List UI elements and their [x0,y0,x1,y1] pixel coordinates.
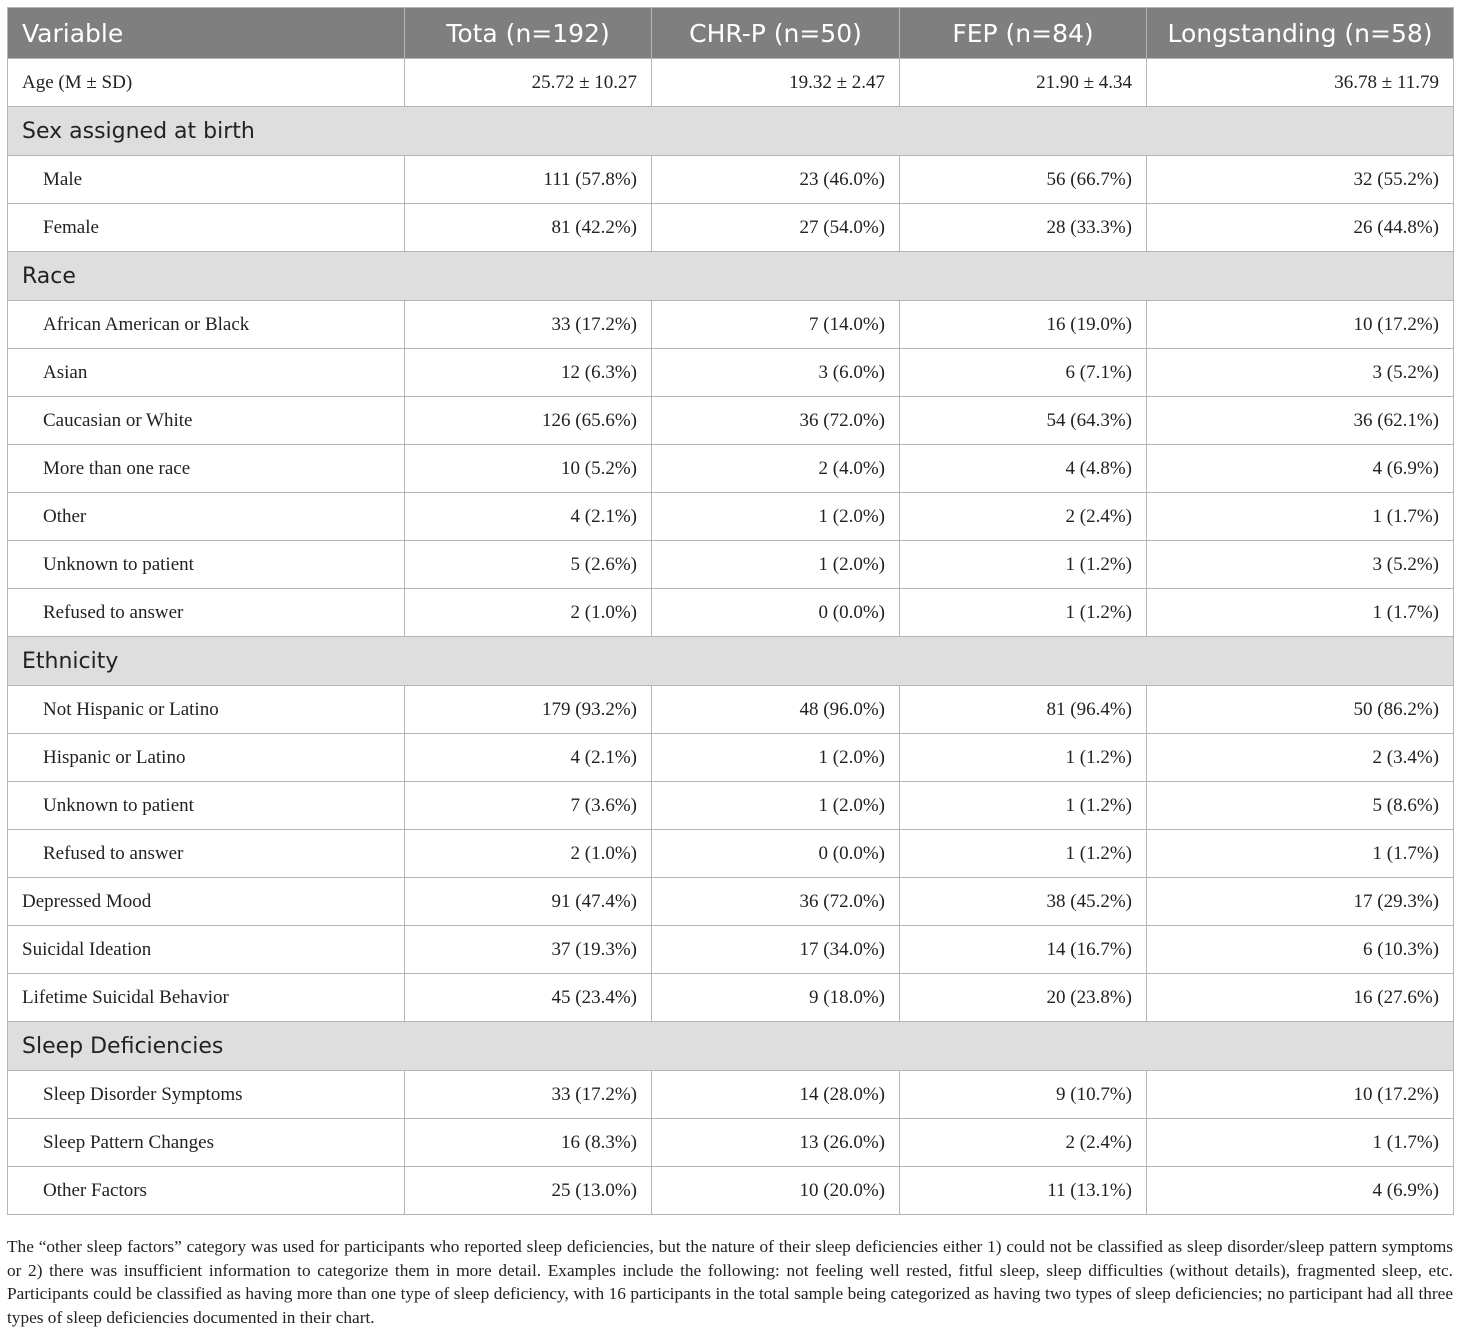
cell-total: 33 (17.2%) [405,1071,652,1119]
cell-longstanding: 16 (27.6%) [1147,974,1454,1022]
cell-longstanding: 3 (5.2%) [1147,541,1454,589]
cell-fep: 1 (1.2%) [900,541,1147,589]
row-label: Not Hispanic or Latino [8,686,405,734]
cell-chr-p: 1 (2.0%) [652,782,900,830]
table-row [8,1071,1454,1119]
table-row [8,397,1454,445]
cell-fep: 20 (23.8%) [900,974,1147,1022]
cell-longstanding: 10 (17.2%) [1147,1071,1454,1119]
demographics-table-container [7,7,1453,1215]
row-label: Hispanic or Latino [8,734,405,782]
header-fep: FEP (n=84) [900,8,1147,59]
cell-chr-p: 10 (20.0%) [652,1167,900,1215]
row-label: Other [8,493,405,541]
cell-longstanding: 1 (1.7%) [1147,589,1454,637]
section-header-row [8,107,1454,156]
row-label: Age (M ± SD) [8,59,405,107]
table-row [8,493,1454,541]
row-label: African American or Black [8,301,405,349]
cell-longstanding: 1 (1.7%) [1147,493,1454,541]
cell-longstanding: 50 (86.2%) [1147,686,1454,734]
cell-longstanding: 10 (17.2%) [1147,301,1454,349]
cell-longstanding: 4 (6.9%) [1147,1167,1454,1215]
cell-fep: 11 (13.1%) [900,1167,1147,1215]
row-label: Refused to answer [8,830,405,878]
row-label: Unknown to patient [8,541,405,589]
cell-total: 7 (3.6%) [405,782,652,830]
cell-total: 4 (2.1%) [405,734,652,782]
table-row [8,59,1454,107]
cell-total: 4 (2.1%) [405,493,652,541]
header-longstanding: Longstanding (n=58) [1147,8,1454,59]
table-row [8,349,1454,397]
cell-fep: 28 (33.3%) [900,204,1147,252]
table-row [8,878,1454,926]
table-header-row [8,8,1454,59]
header-total: Tota (n=192) [405,8,652,59]
section-header-row [8,1022,1454,1071]
cell-chr-p: 1 (2.0%) [652,734,900,782]
table-row [8,589,1454,637]
cell-fep: 2 (2.4%) [900,1119,1147,1167]
cell-total: 111 (57.8%) [405,156,652,204]
cell-fep: 6 (7.1%) [900,349,1147,397]
row-label: Male [8,156,405,204]
cell-longstanding: 36.78 ± 11.79 [1147,59,1454,107]
cell-fep: 9 (10.7%) [900,1071,1147,1119]
table-row [8,301,1454,349]
cell-longstanding: 2 (3.4%) [1147,734,1454,782]
row-label: Female [8,204,405,252]
cell-total: 5 (2.6%) [405,541,652,589]
table-footnote: The “other sleep factors” category was used for participants who reported sleep deficiencies, but the nature of their sleep deficiencies either 1) could not be classified as sleep disorder/sleep pattern symptoms or 2) there was insufficient information to categorize them in more detail. Examples include the following: not feeling well rested, fitful sleep, sleep difficulties (without details), fragmented sleep, etc. Participants could be classified as having more than one type of sleep deficiency, with 16 participants in the total sample being categorized as having two types of sleep deficiencies; no participant had all three types of sleep deficiencies documented in their chart. [7,1237,1453,1327]
cell-longstanding: 1 (1.7%) [1147,1119,1454,1167]
cell-total: 16 (8.3%) [405,1119,652,1167]
row-label: Other Factors [8,1167,405,1215]
table-row [8,445,1454,493]
cell-chr-p: 36 (72.0%) [652,878,900,926]
table-body [8,59,1454,1215]
cell-chr-p: 48 (96.0%) [652,686,900,734]
cell-chr-p: 17 (34.0%) [652,926,900,974]
cell-chr-p: 0 (0.0%) [652,589,900,637]
section-label: Sex assigned at birth [8,107,1454,156]
cell-fep: 16 (19.0%) [900,301,1147,349]
cell-total: 2 (1.0%) [405,830,652,878]
cell-total: 12 (6.3%) [405,349,652,397]
row-label: Asian [8,349,405,397]
cell-fep: 1 (1.2%) [900,782,1147,830]
cell-total: 10 (5.2%) [405,445,652,493]
table-row [8,782,1454,830]
table-row [8,830,1454,878]
cell-longstanding: 17 (29.3%) [1147,878,1454,926]
cell-longstanding: 1 (1.7%) [1147,830,1454,878]
cell-chr-p: 27 (54.0%) [652,204,900,252]
cell-chr-p: 1 (2.0%) [652,541,900,589]
table-row [8,926,1454,974]
header-variable: Variable [8,8,405,59]
table-row [8,734,1454,782]
table-row [8,204,1454,252]
cell-longstanding: 36 (62.1%) [1147,397,1454,445]
section-header-row [8,252,1454,301]
cell-total: 37 (19.3%) [405,926,652,974]
cell-fep: 38 (45.2%) [900,878,1147,926]
cell-longstanding: 32 (55.2%) [1147,156,1454,204]
section-label: Race [8,252,1454,301]
cell-chr-p: 23 (46.0%) [652,156,900,204]
cell-fep: 14 (16.7%) [900,926,1147,974]
row-label: Caucasian or White [8,397,405,445]
table-row [8,974,1454,1022]
cell-longstanding: 5 (8.6%) [1147,782,1454,830]
section-header-row [8,637,1454,686]
cell-total: 25 (13.0%) [405,1167,652,1215]
row-label: Sleep Pattern Changes [8,1119,405,1167]
cell-chr-p: 1 (2.0%) [652,493,900,541]
cell-total: 25.72 ± 10.27 [405,59,652,107]
table-row [8,686,1454,734]
cell-chr-p: 0 (0.0%) [652,830,900,878]
cell-fep: 2 (2.4%) [900,493,1147,541]
cell-total: 91 (47.4%) [405,878,652,926]
row-label: Depressed Mood [8,878,405,926]
cell-total: 179 (93.2%) [405,686,652,734]
row-label: Refused to answer [8,589,405,637]
table-row [8,1119,1454,1167]
section-label: Sleep Deficiencies [8,1022,1454,1071]
section-label: Ethnicity [8,637,1454,686]
cell-fep: 81 (96.4%) [900,686,1147,734]
cell-fep: 1 (1.2%) [900,734,1147,782]
cell-chr-p: 13 (26.0%) [652,1119,900,1167]
cell-longstanding: 4 (6.9%) [1147,445,1454,493]
cell-chr-p: 2 (4.0%) [652,445,900,493]
cell-total: 81 (42.2%) [405,204,652,252]
cell-chr-p: 14 (28.0%) [652,1071,900,1119]
cell-chr-p: 3 (6.0%) [652,349,900,397]
row-label: Unknown to patient [8,782,405,830]
cell-fep: 4 (4.8%) [900,445,1147,493]
cell-fep: 1 (1.2%) [900,589,1147,637]
cell-chr-p: 9 (18.0%) [652,974,900,1022]
cell-longstanding: 26 (44.8%) [1147,204,1454,252]
cell-longstanding: 3 (5.2%) [1147,349,1454,397]
cell-chr-p: 19.32 ± 2.47 [652,59,900,107]
cell-total: 33 (17.2%) [405,301,652,349]
cell-fep: 21.90 ± 4.34 [900,59,1147,107]
demographics-table [7,7,1454,1215]
cell-chr-p: 7 (14.0%) [652,301,900,349]
row-label: Sleep Disorder Symptoms [8,1071,405,1119]
table-row [8,156,1454,204]
cell-longstanding: 6 (10.3%) [1147,926,1454,974]
table-row [8,1167,1454,1215]
cell-fep: 1 (1.2%) [900,830,1147,878]
cell-fep: 54 (64.3%) [900,397,1147,445]
cell-fep: 56 (66.7%) [900,156,1147,204]
cell-total: 2 (1.0%) [405,589,652,637]
row-label: Suicidal Ideation [8,926,405,974]
cell-total: 126 (65.6%) [405,397,652,445]
row-label: More than one race [8,445,405,493]
cell-total: 45 (23.4%) [405,974,652,1022]
table-row [8,541,1454,589]
row-label: Lifetime Suicidal Behavior [8,974,405,1022]
header-chr-p: CHR-P (n=50) [652,8,900,59]
cell-chr-p: 36 (72.0%) [652,397,900,445]
